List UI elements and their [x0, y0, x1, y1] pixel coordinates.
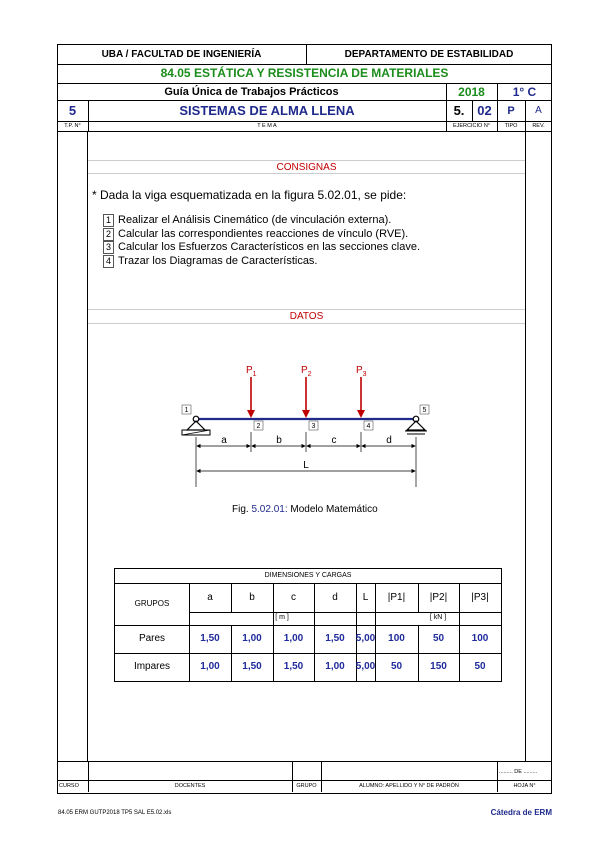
table-title: DIMENSIONES Y CARGAS — [264, 572, 352, 579]
course-title: 84.05 ESTÁTICA Y RESISTENCIA DE MATERIALES — [160, 66, 449, 80]
col-d: d — [332, 592, 338, 603]
list-item: 1 Realizar el Análisis Cinemático (de vinculación externa). — [103, 214, 420, 228]
tp-label: T.P. N° — [64, 123, 81, 129]
guide-title: Guía Única de Trabajos Prácticos — [164, 86, 339, 98]
grupo-label: GRUPO — [296, 783, 317, 789]
rev-label: REV. — [532, 123, 545, 129]
table-cell: 100 — [388, 633, 405, 644]
load-label-p1: $P_1$ — [246, 365, 257, 378]
node-5: 5 — [422, 407, 427, 414]
table-cell: 1,50 — [242, 661, 262, 672]
node-1: 1 — [184, 407, 189, 414]
table-cell: 1,00 — [242, 633, 262, 644]
data-table — [114, 568, 502, 682]
docentes-label: DOCENTES — [174, 783, 206, 789]
table-cell: 1,50 — [200, 633, 220, 644]
table-cell: 50 — [474, 661, 486, 672]
node-3: 3 — [311, 423, 316, 430]
segment-c: c — [331, 435, 337, 446]
table-cell: 50 — [432, 633, 445, 644]
segment-d: d — [386, 435, 392, 446]
consignas-list — [103, 214, 420, 268]
table-cell: 150 — [430, 661, 447, 672]
figure-caption: Fig. 5.02.01: Modelo Matemático — [232, 504, 378, 515]
revision-value: A — [535, 105, 542, 116]
ejercicio-label: EJERCICIO N° — [452, 123, 491, 129]
consignas-intro: * Dada la viga esquematizada en la figura 5.02.01, se pide: — [92, 188, 407, 202]
consignas-title: CONSIGNAS — [276, 162, 337, 173]
curso-label: CURSO — [59, 783, 79, 789]
load-label-p3: $P_3$ — [356, 365, 367, 378]
list-item: 3 Calcular los Esfuerzos Característicos en las secciones clave. — [103, 241, 420, 255]
file-name: 84.05 ERM GUTP2018 TP5 SAL E5.02.xls — [58, 810, 172, 816]
col-p3: |P3| — [471, 592, 489, 603]
segment-L: L — [303, 460, 309, 471]
load-arrows — [247, 377, 365, 418]
table-cell: 1,00 — [325, 661, 345, 672]
table-cell: 50 — [390, 661, 403, 672]
tema-label: T E M A — [257, 123, 277, 129]
segment-b: b — [276, 435, 282, 446]
tp-number: 5 — [68, 103, 77, 118]
table-cell: 5,00 — [355, 661, 376, 672]
term: 1° C — [512, 85, 537, 99]
exercise-prefix: 5. — [453, 103, 465, 118]
col-a: a — [207, 592, 213, 603]
alumno-label: ALUMNO: APELLIDO Y N° DE PADRÓN — [359, 783, 459, 789]
col-b: b — [249, 592, 255, 603]
table-cell: 100 — [471, 633, 489, 644]
row-label-impares: Impares — [133, 661, 171, 672]
node-4: 4 — [366, 423, 371, 430]
node-2: 2 — [256, 423, 261, 430]
beam-figure — [170, 360, 440, 490]
department-label: DEPARTAMENTO DE ESTABILIDAD — [344, 49, 514, 60]
datos-title: DATOS — [289, 311, 324, 322]
tipo-label: TIPO — [504, 123, 518, 129]
table-cell: 1,00 — [200, 661, 220, 672]
list-item: 2 Calcular las correspondientes reacciones de vínculo (RVE). — [103, 228, 420, 242]
row-label-pares: Pares — [138, 633, 166, 644]
unit-m: [ m ] — [275, 614, 289, 621]
faculty-label: UBA / FACULTAD DE INGENIERÍA — [101, 49, 262, 60]
col-p1: |P1| — [387, 592, 406, 603]
type-value: P — [507, 105, 515, 117]
col-p2: |P2| — [429, 592, 448, 603]
table-cell: 1,50 — [325, 633, 345, 644]
hoja-label: HOJA N° — [513, 783, 536, 789]
year: 2018 — [458, 85, 485, 99]
groups-label: GRUPOS — [134, 599, 170, 608]
catedra-label: Cátedra de ERM — [490, 808, 552, 817]
segment-a: a — [221, 435, 227, 446]
list-item: 4 Trazar los Diagramas de Características. — [103, 255, 420, 269]
topic-title: SISTEMAS DE ALMA LLENA — [179, 103, 355, 118]
col-L: L — [362, 592, 369, 603]
table-cell: 5,00 — [355, 633, 376, 644]
table-cell: 1,50 — [283, 661, 304, 672]
exercise-number: 02 — [477, 103, 492, 118]
table-cell: 1,00 — [283, 633, 304, 644]
hoja-count: ......... DE ......... — [499, 769, 538, 775]
unit-kn: [ kN ] — [429, 614, 447, 621]
load-label-p2: $P_2$ — [301, 365, 312, 378]
col-c: c — [291, 592, 296, 603]
